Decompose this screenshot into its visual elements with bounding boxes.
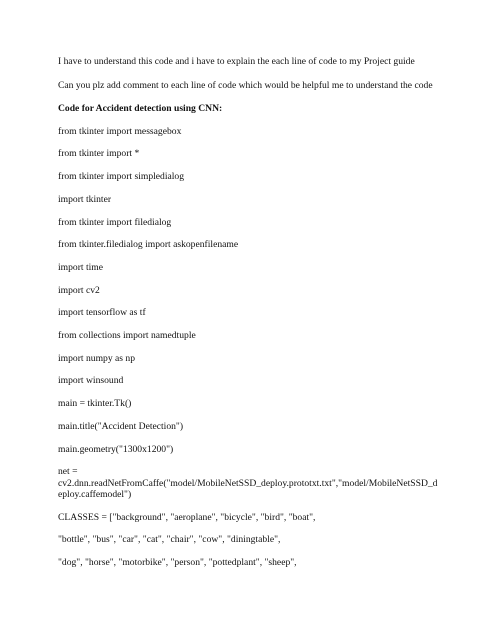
intro-line-1: I have to understand this code and i have to explain the each line of code to my Project guide bbox=[58, 56, 415, 67]
code-line: main = tkinter.Tk() bbox=[58, 398, 132, 410]
net-assignment-rhs: cv2.dnn.readNetFromCaffe("model/MobileNetSSD_deploy.prototxt.txt","model/MobileNetSSD_deploy.caffemodel") bbox=[58, 477, 438, 501]
document-page bbox=[58, 56, 438, 580]
code-line: import tkinter bbox=[58, 193, 112, 205]
intro-line-2: Can you plz add comment to each line of code which would be helpful me to understand the code bbox=[58, 80, 433, 92]
code-line: from tkinter import * bbox=[58, 148, 140, 160]
code-line: import time bbox=[58, 261, 104, 273]
code-line: from tkinter import filedialog bbox=[58, 216, 172, 228]
code-line: import tensorflow as tf bbox=[58, 307, 146, 319]
code-line: import cv2 bbox=[58, 284, 100, 296]
code-line: from collections import namedtuple bbox=[58, 330, 196, 342]
net-assignment bbox=[58, 466, 438, 500]
code-line: main.geometry("1300x1200") bbox=[58, 443, 174, 455]
classes-line: "dog", "horse", "motorbike", "person", "pottedplant", "sheep", bbox=[58, 557, 297, 569]
code-line: from tkinter import simpledialog bbox=[58, 171, 185, 183]
code-line: from tkinter.filedialog import askopenfilename bbox=[58, 239, 239, 251]
net-assignment-lhs: net = bbox=[58, 466, 78, 478]
code-line: import winsound bbox=[58, 375, 124, 387]
code-block bbox=[58, 126, 438, 569]
section-heading: Code for Accident detection using CNN: bbox=[58, 102, 223, 114]
classes-line: CLASSES = ["background", "aeroplane", "bicycle", "bird", "boat", bbox=[58, 511, 316, 523]
code-line: import numpy as np bbox=[58, 352, 136, 364]
code-line: main.title("Accident Detection") bbox=[58, 420, 184, 432]
classes-line: "bottle", "bus", "car", "cat", "chair", "cow", "diningtable", bbox=[58, 534, 281, 546]
code-line: from tkinter import messagebox bbox=[58, 125, 182, 137]
